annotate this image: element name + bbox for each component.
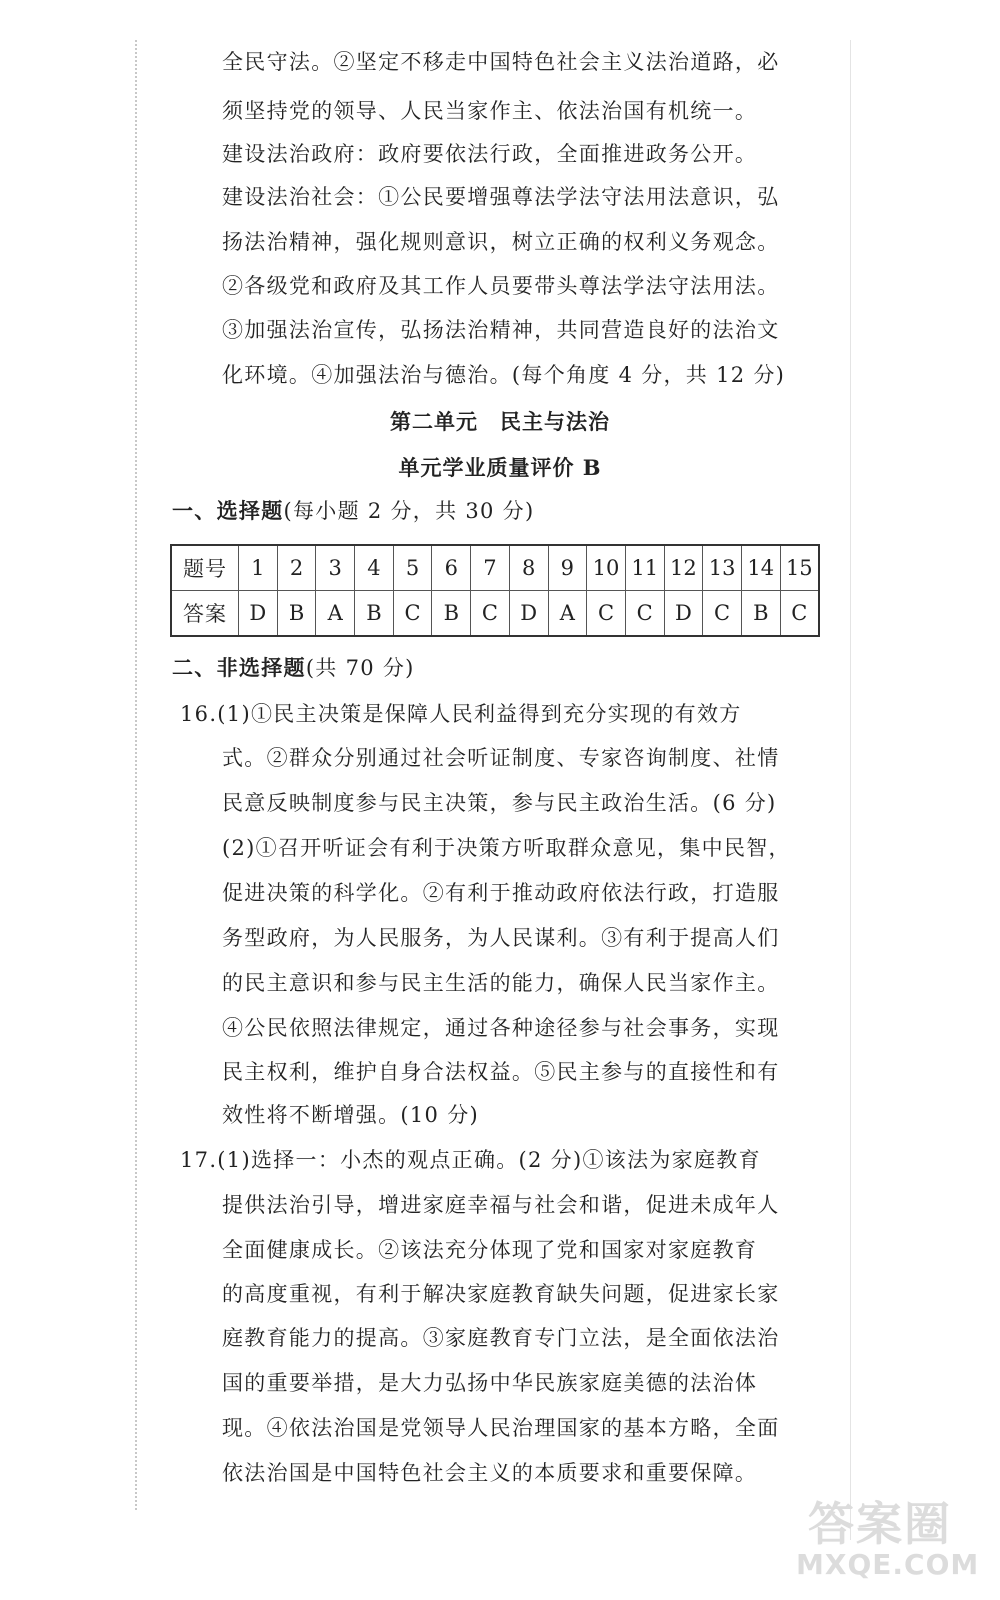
table-cell: 12 [664,545,703,591]
table-cell: 4 [355,545,394,591]
table-row-answers [171,591,819,637]
watermark-text: 答案圈 [808,1497,952,1551]
q16-line: 促进决策的科学化。②有利于推动政府依法行政，打造服 [222,881,780,905]
table-cell: A [548,591,587,637]
table-cell: C [625,591,664,637]
page-edge-line [850,40,851,1540]
q16-line: 民主权利，维护自身合法权益。⑤民主参与的直接性和有 [222,1060,780,1084]
q17-line: 17.(1)选择一：小杰的观点正确。(2 分)①该法为家庭教育 [180,1148,761,1172]
section-note: (每小题 2 分，共 30 分) [283,499,535,523]
table-cell: 5 [393,545,432,591]
q17-line: 的高度重视，有利于解决家庭教育缺失问题，促进家长家 [222,1282,780,1306]
q17-line: 现。④依法治国是党领导人民治理国家的基本方略，全面 [222,1416,780,1440]
table-cell: C [780,591,819,637]
evaluation-title: 单元学业质量评价 B [398,455,602,480]
table-cell: C [587,591,626,637]
section-heading-choice [172,497,534,525]
table-cell: 3 [316,545,355,591]
text-line: 须坚持党的领导、人民当家作主、依法治国有机统一。 [222,99,758,123]
table-cell: 13 [703,545,742,591]
section-label: 二、非选择题 [172,655,306,680]
table-cell: A [316,591,355,637]
answer-table [170,544,820,637]
q16-line: 效性将不断增强。(10 分) [222,1103,479,1127]
table-cell: 10 [587,545,626,591]
unit-title: 第二单元 民主与法治 [390,409,610,434]
text-line: 建设法治政府：政府要依法行政，全面推进政务公开。 [222,142,758,166]
text-line: 化环境。④加强法治与德治。(每个角度 4 分，共 12 分) [222,363,786,387]
section-heading-nonchoice [172,654,415,682]
watermark-logo [790,1488,990,1588]
table-cell: 2 [277,545,316,591]
q16-line: 式。②群众分别通过社会听证制度、专家咨询制度、社情 [222,746,780,770]
text-line: ②各级党和政府及其工作人员要带头尊法学法守法用法。 [222,274,780,298]
table-cell: D [239,591,278,637]
q17-line: 提供法治引导，增进家庭幸福与社会和谐，促进未成年人 [222,1193,780,1217]
q16-line: 民意反映制度参与民主决策，参与民主政治生活。(6 分) [222,791,777,815]
row-header: 答案 [171,591,239,637]
section-label: 一、选择题 [172,498,284,523]
text-line: 全民守法。②坚定不移走中国特色社会主义法治道路，必 [222,50,780,74]
q16-line: 务型政府，为人民服务，为人民谋利。③有利于提高人们 [222,926,780,950]
table-cell: C [703,591,742,637]
table-cell: D [664,591,703,637]
table-cell: B [741,591,780,637]
table-cell: 9 [548,545,587,591]
table-cell: B [432,591,471,637]
table-cell: C [393,591,432,637]
table-cell: B [355,591,394,637]
table-cell: 14 [741,545,780,591]
binding-margin-line [135,40,137,1510]
table-row-numbers [171,545,819,591]
q16-line: ④公民依照法律规定，通过各种途径参与社会事务，实现 [222,1016,780,1040]
section-note: (共 70 分) [305,656,415,680]
row-header: 题号 [171,545,239,591]
table-cell: 11 [625,545,664,591]
table-cell: C [471,591,510,637]
q16-line: 的民主意识和参与民主生活的能力，确保人民当家作主。 [222,971,780,995]
q17-line: 依法治国是中国特色社会主义的本质要求和重要保障。 [222,1461,758,1485]
text-line: 建设法治社会：①公民要增强尊法学法守法用法意识，弘 [222,185,780,209]
q16-line: 16.(1)①民主决策是保障人民利益得到充分实现的有效方 [180,702,742,726]
table-cell: B [277,591,316,637]
table-cell: 1 [239,545,278,591]
text-line: 扬法治精神，强化规则意识，树立正确的权利义务观念。 [222,230,780,254]
table-cell: 6 [432,545,471,591]
q17-line: 国的重要举措，是大力弘扬中华民族家庭美德的法治体 [222,1371,758,1395]
table-cell: D [509,591,548,637]
table-cell: 15 [780,545,819,591]
text-line: ③加强法治宣传，弘扬法治精神，共同营造良好的法治文 [222,318,780,342]
q17-line: 全面健康成长。②该法充分体现了党和国家对家庭教育 [222,1238,758,1262]
watermark-url: MXQE.COM [796,1548,980,1581]
table-cell: 7 [471,545,510,591]
table-cell: 8 [509,545,548,591]
q17-line: 庭教育能力的提高。③家庭教育专门立法，是全面依法治 [222,1326,780,1350]
q16-line: (2)①召开听证会有利于决策方听取群众意见，集中民智， [222,836,791,860]
